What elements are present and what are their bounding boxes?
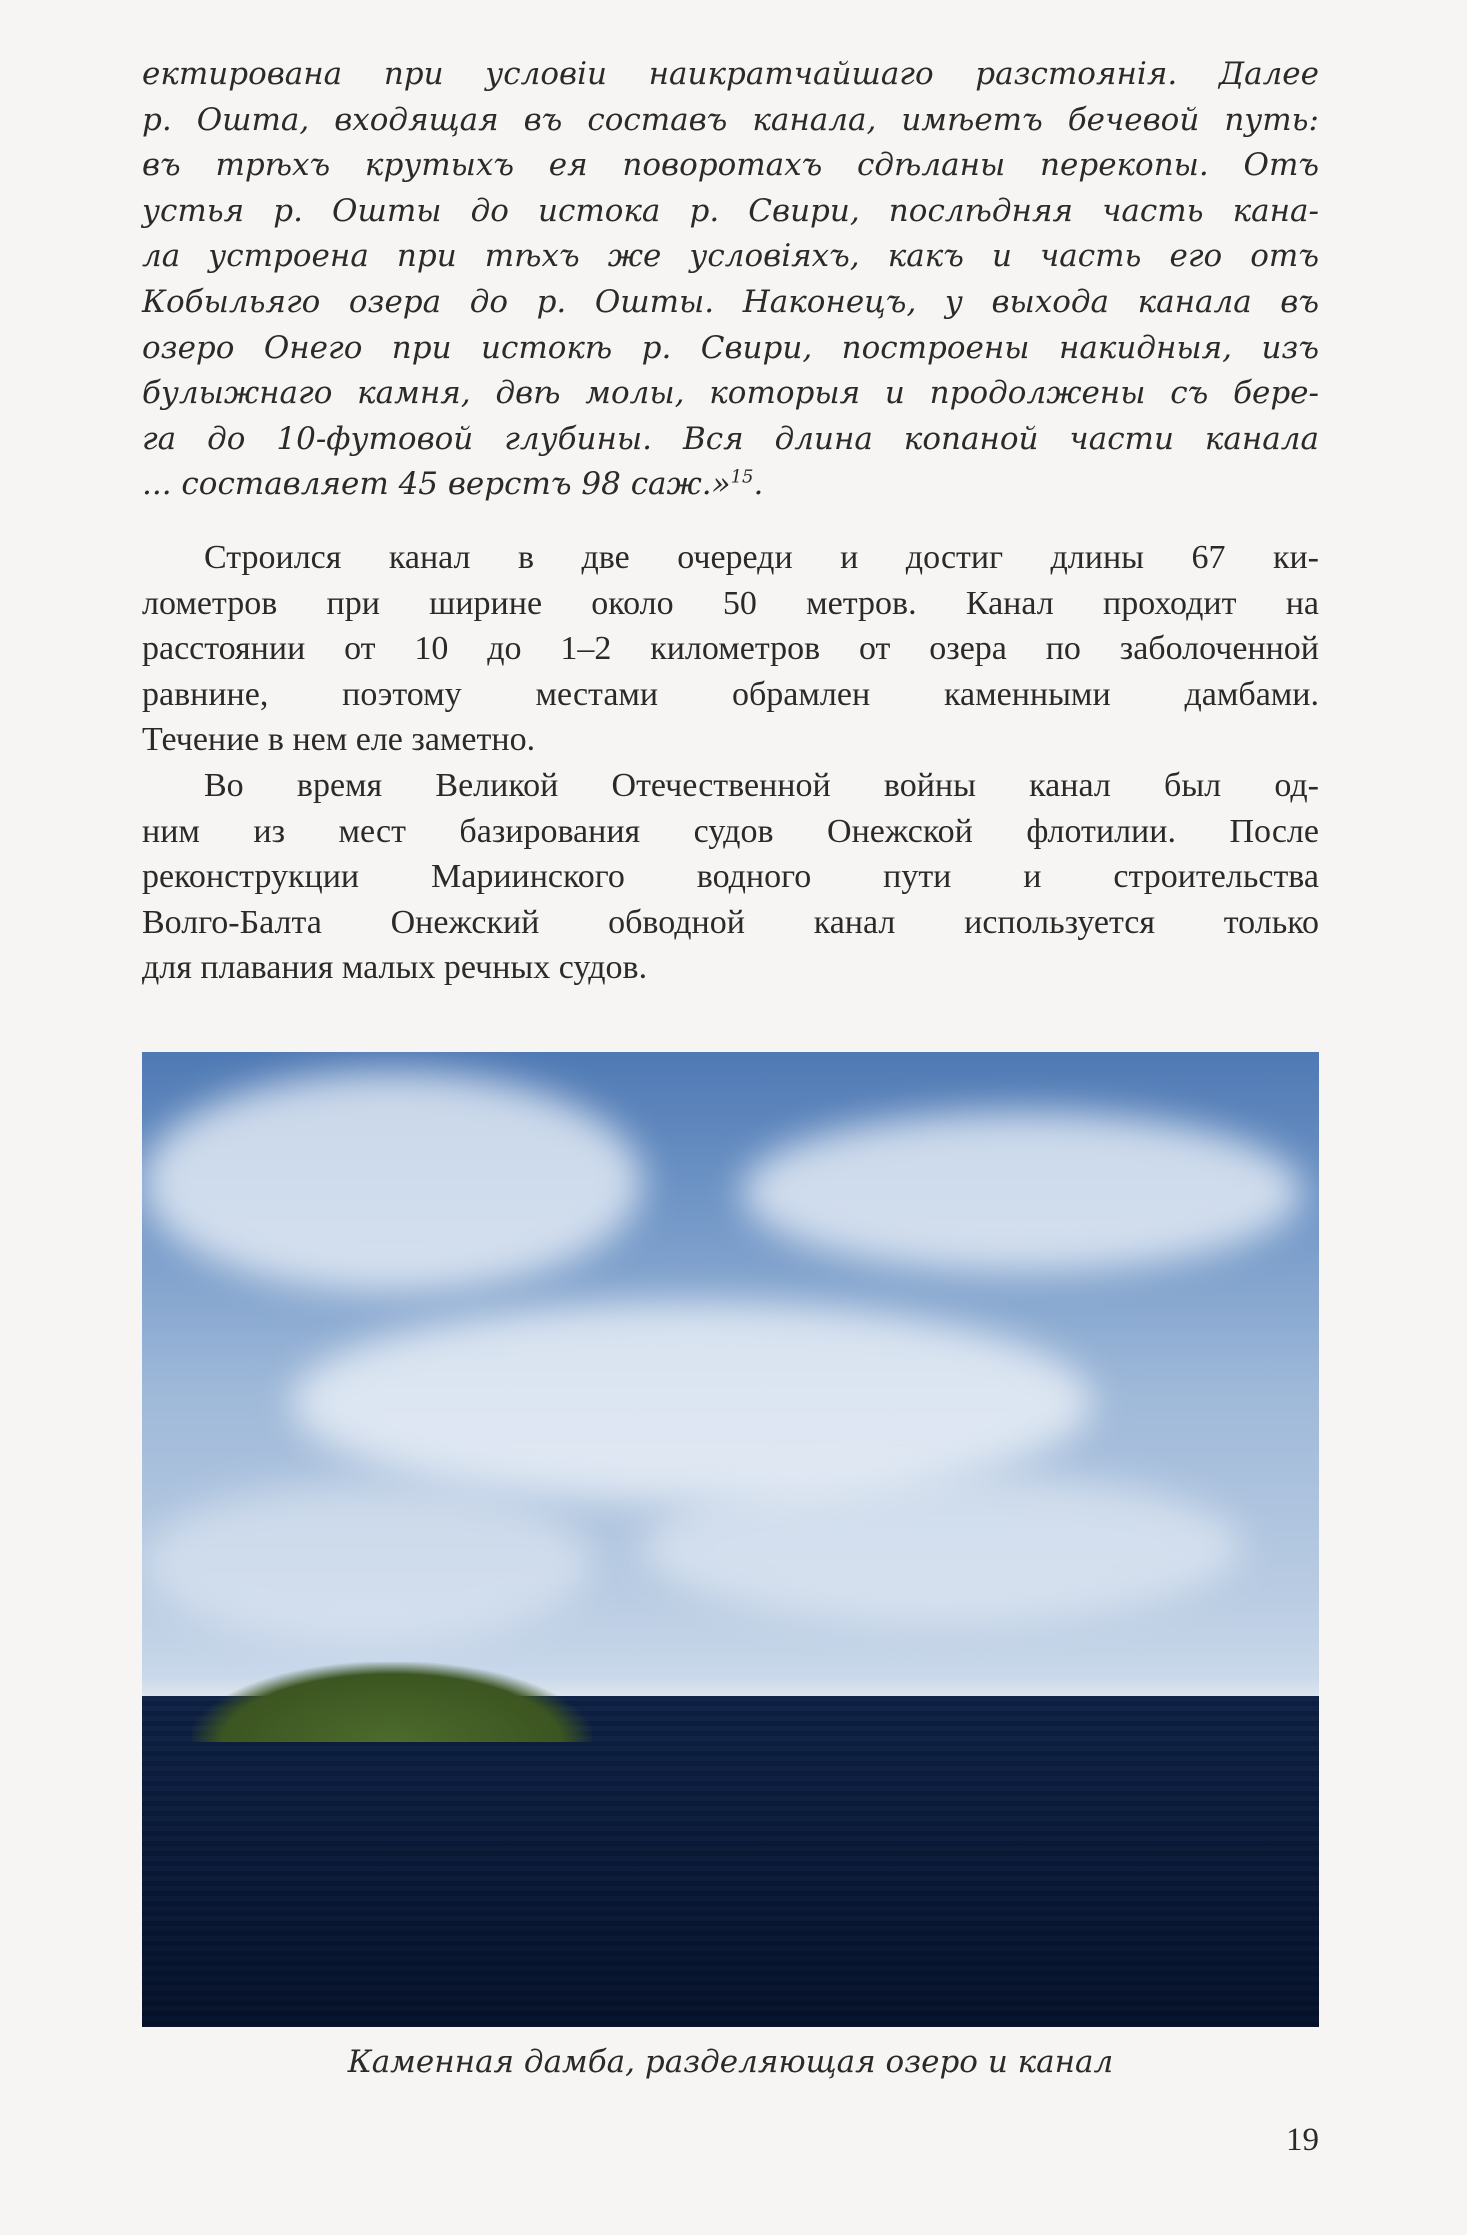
quote-last-text: ... составляет 45 верстъ 98 саж.» bbox=[142, 466, 731, 503]
page-number: 19 bbox=[1286, 2122, 1319, 2158]
paragraph-line: равнине, поэтому местами обрамлен каменными дамбами. bbox=[142, 675, 1319, 713]
lake-dam-photo bbox=[142, 1052, 1319, 2027]
figure-caption: Каменная дамба, разделяющая озеро и канал bbox=[347, 2044, 1114, 2080]
quote-line: въ трѣхъ крутыхъ ея поворотахъ сдѣланы перекопы. Отъ bbox=[142, 147, 1319, 184]
quote-line: ектирована при условіи наикратчайшаго разстоянія. Далее bbox=[142, 56, 1319, 92]
quote-line: р. Ошта, входящая въ составъ канала, имѣетъ бечевой путь: bbox=[142, 101, 1319, 138]
quote-line: озеро Онего при истокѣ р. Свири, построены накидныя, изъ bbox=[142, 329, 1319, 366]
paragraph-line: для плавания малых речных судов. bbox=[142, 949, 648, 987]
footnote-ref[interactable]: 15 bbox=[730, 467, 754, 489]
quote-line bbox=[142, 462, 1319, 508]
paragraph-2 bbox=[142, 763, 1319, 991]
paragraph-1 bbox=[142, 535, 1319, 763]
paragraph-line: ним из мест базирования судов Онежской флотилии. После bbox=[142, 812, 1319, 850]
quote-line: Кобыльяго озера до р. Ошты. Наконецъ, у выхода канала въ bbox=[142, 283, 1319, 320]
paragraph-line: Течение в нем еле заметно. bbox=[142, 721, 536, 759]
quote-end: . bbox=[753, 466, 764, 503]
paragraph-line: Строился канал в две очереди и достиг длины 67 ки- bbox=[204, 539, 1319, 576]
paragraph-line: реконструкции Мариинского водного пути и строительства bbox=[142, 858, 1319, 896]
quote-line: булыжнаго камня, двѣ молы, которыя и продолжены съ бере- bbox=[142, 375, 1319, 412]
grass-island bbox=[192, 1662, 592, 1742]
water bbox=[142, 1696, 1319, 2028]
quote-line: га до 10-футовой глубины. Вся длина копаной части канала bbox=[142, 420, 1319, 457]
paragraph-line: лометров при ширине около 50 метров. Канал проходит на bbox=[142, 584, 1319, 622]
quote-line: устья р. Ошты до истока р. Свири, послѣдняя часть кана- bbox=[142, 192, 1319, 229]
paragraph-line: Во время Великой Отечественной войны канал был од- bbox=[204, 767, 1319, 804]
quote-text bbox=[142, 52, 1319, 508]
quote-line: ла устроена при тѣхъ же условіяхъ, какъ и часть его отъ bbox=[142, 238, 1319, 275]
paragraph-line: расстоянии от 10 до 1–2 километров от озера по заболоченной bbox=[142, 630, 1319, 668]
paragraph-line: Волго-Балта Онежский обводной канал используется только bbox=[142, 903, 1319, 941]
